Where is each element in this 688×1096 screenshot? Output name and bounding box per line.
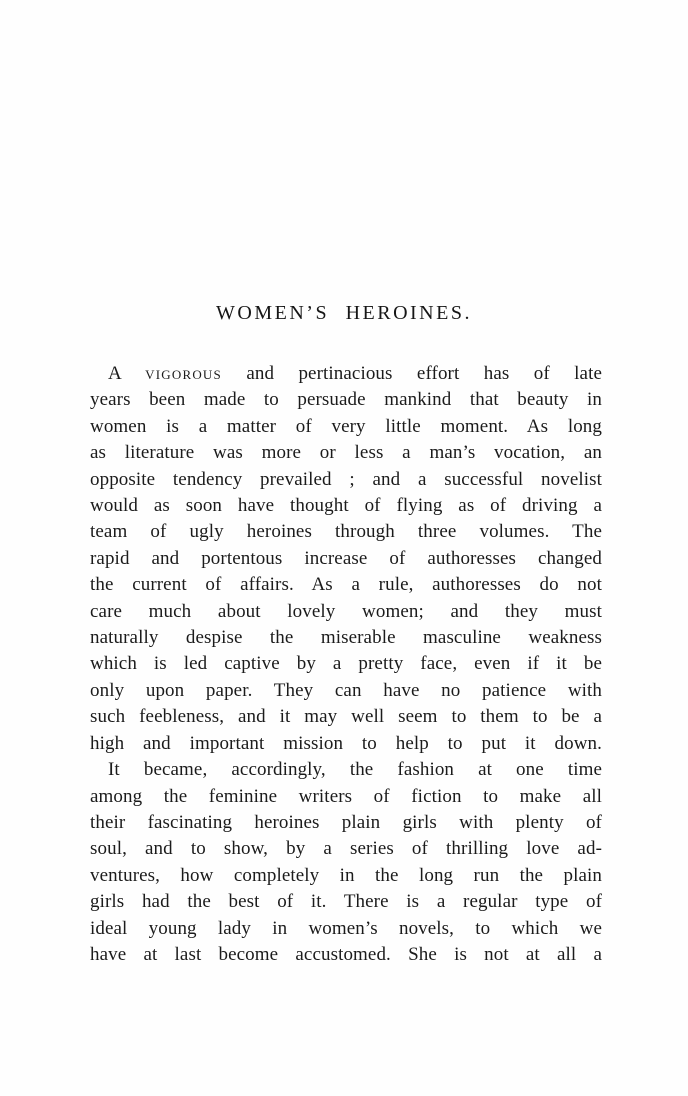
text-line: such feebleness, and it may well seem to them to be a [90, 706, 602, 728]
text-line [90, 361, 602, 387]
text-segment: and pertinacious effort has of late [221, 363, 602, 384]
page-title: WOMEN’S HEROINES. [216, 302, 472, 324]
text-line: rapid and portentous increase of authoresses changed [90, 547, 602, 569]
text-line: have at last become accustomed. She is not at all a [90, 943, 602, 965]
text-line: high and important mission to help to put it down. [90, 732, 602, 754]
text-line [90, 757, 602, 783]
paragraph [90, 361, 602, 757]
text-line: soul, and to show, by a series of thrilling love ad- [90, 838, 602, 860]
text-line: only upon paper. They can have no patience with [90, 679, 602, 701]
text-line: would as soon have thought of flying as of driving a [90, 495, 602, 517]
text-segment: It became, accordingly, the fashion at one time [108, 759, 602, 781]
text-line: team of ugly heroines through three volumes. The [90, 521, 602, 543]
paragraph [90, 757, 602, 968]
text-line: as literature was more or less a man’s vocation, an [90, 442, 602, 464]
text-line: ventures, how completely in the long run the plain [90, 864, 602, 886]
text-line: the current of affairs. As a rule, authoresses do not [90, 574, 602, 596]
text-segment: A [108, 363, 146, 384]
smallcaps-text: vigorous [145, 363, 222, 384]
text-line: care much about lovely women; and they must [90, 600, 602, 622]
text-block [90, 361, 602, 968]
text-line: naturally despise the miserable masculine weakness [90, 627, 602, 649]
text-line: ideal young lady in women’s novels, to which we [90, 917, 602, 939]
text-line: girls had the best of it. There is a regular type of [90, 891, 602, 913]
text-line: which is led captive by a pretty face, even if it be [90, 653, 602, 675]
text-line: opposite tendency prevailed ; and a successful novelist [90, 468, 602, 490]
text-line: their fascinating heroines plain girls with plenty of [90, 811, 602, 833]
text-line: women is a matter of very little moment. As long [90, 415, 602, 437]
text-line: years been made to persuade mankind that beauty in [90, 389, 602, 411]
text-line: among the feminine writers of fiction to make all [90, 785, 602, 807]
